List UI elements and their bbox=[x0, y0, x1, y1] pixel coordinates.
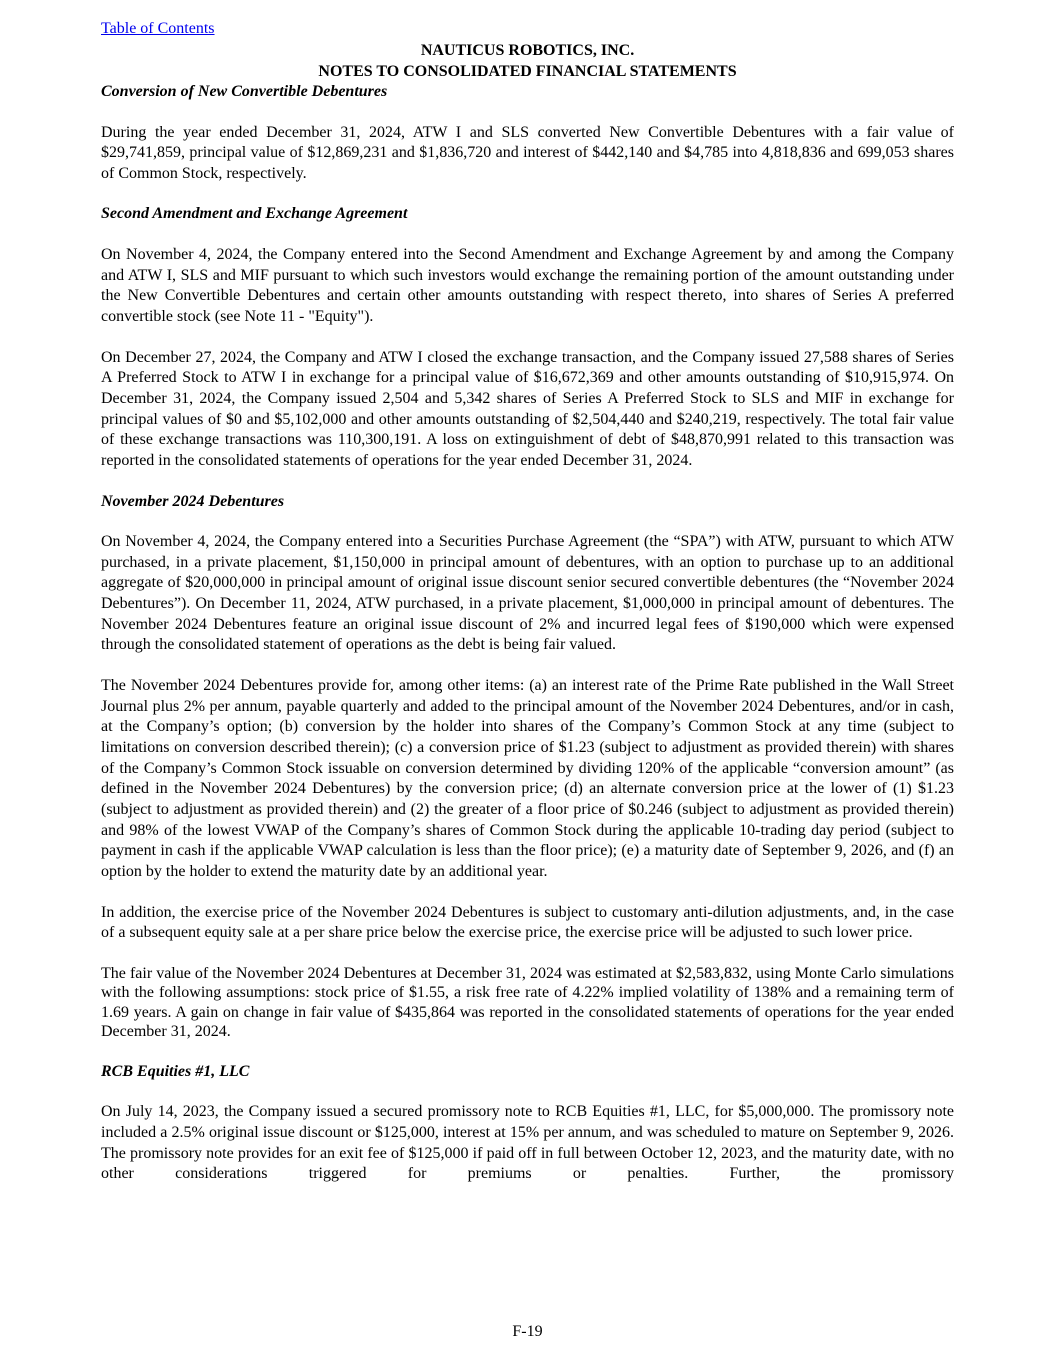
document-header bbox=[101, 40, 954, 82]
page-number: F-19 bbox=[512, 1323, 543, 1340]
paragraph: On November 4, 2024, the Company entered into a Securities Purchase Agreement (the “SPA”) with ATW, pursuant to which ATW purchased, in a private placement, $1,150,000 in principal amount of debentures, with an option to purchase up to an additional aggregate of $20,000,000 in principal amount of original issue discount senior secured convertible debentures (the “November 2024 Debentures”). On December 11, 2024, ATW purchased, in a private placement, $1,000,000 in principal amount of debentures. The November 2024 Debentures feature an original issue discount of 2% and incurred legal fees of $190,000 which were expensed through the consolidated statement of operations as the debt is being fair valued. bbox=[101, 533, 954, 654]
section-title: RCB Equities #1, LLC bbox=[101, 1062, 250, 1080]
paragraph: The fair value of the November 2024 Debentures at December 31, 2024 was estimated at $2,583,832, using Monte Carlo simulations with the following assumptions: stock price of $1.55, a risk free rate of 4.22% implied volatility of 138% and a remaining term of 1.69 years. A gain on change in fair value of $435,864 was reported in the consolidated statements of operations for the year ended December 31, 2024. bbox=[101, 964, 954, 1041]
paragraph: On July 14, 2023, the Company issued a secured promissory note to RCB Equities #1, LLC, for $5,000,000. The promissory note included a 2.5% original issue discount or $125,000, interest at 15% per annum, and was scheduled to mature on September 9, 2026. The promissory note provides for an exit fee of $125,000 if paid off in full between October 12, 2023, and the maturity date, with no other considerations triggered for premiums or penalties. Further, the promissory bbox=[101, 1103, 954, 1183]
paragraph: The November 2024 Debentures provide for, among other items: (a) an interest rate of the Prime Rate published in the Wall Street Journal plus 2% per annum, payable quarterly and added to the principal amount of the November 2024 Debentures, and/or in cash, at the Company’s option; (b) conversion by the holder into shares of the Company’s Common Stock at any time (subject to limitations on conversion described therein); (c) a conversion price of $1.23 (subject to adjustment as provided therein) with shares of the Company’s Common Stock issuable on conversion determined by dividing 120% of the applicable “conversion amount” (as defined in the November 2024 Debentures) by the conversion price; (d) an alternate conversion price at the lower of (1) $1.23 (subject to adjustment as provided therein) and (2) the greater of a floor price of $0.246 (subject to adjustment as provided therein) and 98% of the lowest VWAP of the Company’s shares of Common Stock during the applicable 10-trading day period (subject to payment in cash if the applicable VWAP calculation is less than the floor price); (e) a maturity date of September 9, 2026, and (f) an option by the holder to extend the maturity date by an additional year. bbox=[101, 676, 954, 880]
paragraph: On December 27, 2024, the Company and ATW I closed the exchange transaction, and the Company issued 27,588 shares of Series A Preferred Stock to ATW I in exchange for a principal value of $16,672,369 and other amounts outstanding of $10,915,974. On December 31, 2024, the Company issued 2,504 and 5,342 shares of Series A Preferred Stock to SLS and MIF in exchange for principal values of $0 and $5,102,000 and other amounts outstanding of $2,504,440 and $240,219, respectively. The total fair value of these exchange transactions was 110,300,191. A loss on extinguishment of debt of $48,870,991 related to this transaction was reported in the consolidated statements of operations for the year ended December 31, 2024. bbox=[101, 348, 954, 469]
paragraph: During the year ended December 31, 2024, ATW I and SLS converted New Convertible Debentures with a fair value of $29,741,859, principal value of $12,869,231 and $1,836,720 and interest of $442,140 and $4,785 into 4,818,836 and 699,053 shares of Common Stock, respectively. bbox=[101, 123, 954, 182]
table-of-contents-link[interactable]: Table of Contents bbox=[101, 20, 215, 37]
section-conversion bbox=[101, 82, 954, 184]
section-title: Second Amendment and Exchange Agreement bbox=[101, 205, 408, 223]
document-page bbox=[101, 18, 954, 1185]
section-rcb-equities bbox=[101, 1062, 954, 1185]
section-title: Conversion of New Convertible Debentures bbox=[101, 83, 388, 100]
paragraph: On November 4, 2024, the Company entered into the Second Amendment and Exchange Agreement by and among the Company and ATW I, SLS and MIF pursuant to which such investors would exchange the remaining portion of the amount outstanding under the New Convertible Debentures and certain other amounts outstanding with respect thereto, into shares of Series A preferred convertible stock (see Note 11 - "Equity"). bbox=[101, 245, 954, 325]
section-title: November 2024 Debentures bbox=[101, 492, 285, 510]
paragraph: In addition, the exercise price of the November 2024 Debentures is subject to customary anti-dilution adjustments, and, in the case of a subsequent equity sale at a per share price below the exercise price, the exercise price will be adjusted to such lower price. bbox=[101, 903, 954, 942]
section-november-2024-debentures bbox=[101, 492, 954, 1042]
section-second-amendment bbox=[101, 204, 954, 471]
company-name: NAUTICUS ROBOTICS, INC. bbox=[420, 42, 635, 59]
document-subtitle: NOTES TO CONSOLIDATED FINANCIAL STATEMENTS bbox=[318, 63, 737, 80]
